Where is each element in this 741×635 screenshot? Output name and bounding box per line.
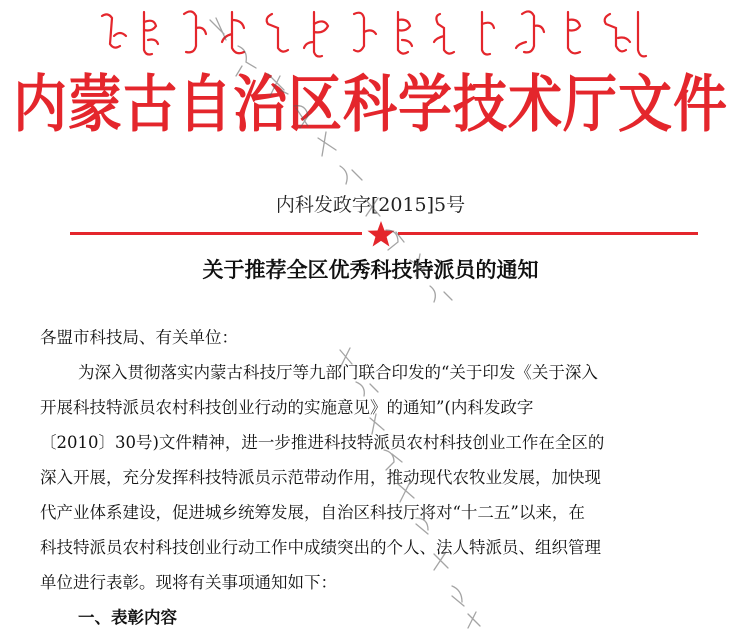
- document-title: 内蒙古自治区科学技术厅文件: [13, 68, 728, 141]
- paragraph-line: 为深入贯彻落实内蒙古科技厅等九部门联合印发的“关于印发《关于深入: [78, 363, 598, 382]
- paragraph-line: 〔2010〕30号)文件精神，进一步推进科技特派员农村科技创业工作在全区的: [40, 433, 605, 452]
- paragraph-line: 科技特派员农村科技创业行动工作中成绩突出的个人、法人特派员、组织管理: [40, 538, 601, 557]
- notice-body: [40, 320, 730, 635]
- paragraph-line: 单位进行表彰。现将有关事项通知如下：: [40, 573, 337, 592]
- salutation: 各盟市科技局、有关单位：: [40, 328, 238, 347]
- paragraph-line: 开展科技特派员农村科技创业行动的实施意见》的通知”(内科发政字: [40, 398, 534, 417]
- paragraph-line: 代产业体系建设，促进城乡统筹发展，自治区科技厅将对“十二五”以来，在: [40, 503, 585, 522]
- section-heading: 一、表彰内容: [78, 608, 177, 627]
- paragraph-line: 深入开展，充分发挥科技特派员示范带动作用，推动现代农牧业发展，加快现: [40, 468, 601, 487]
- red-star-icon: [366, 220, 396, 248]
- red-divider-right: [398, 232, 698, 235]
- notice-title: 关于推荐全区优秀科技特派员的通知: [202, 257, 539, 282]
- document-number: 内科发政字[2015]5号: [275, 194, 466, 216]
- red-divider-left: [70, 232, 362, 235]
- mongolian-title-script: [92, 6, 652, 64]
